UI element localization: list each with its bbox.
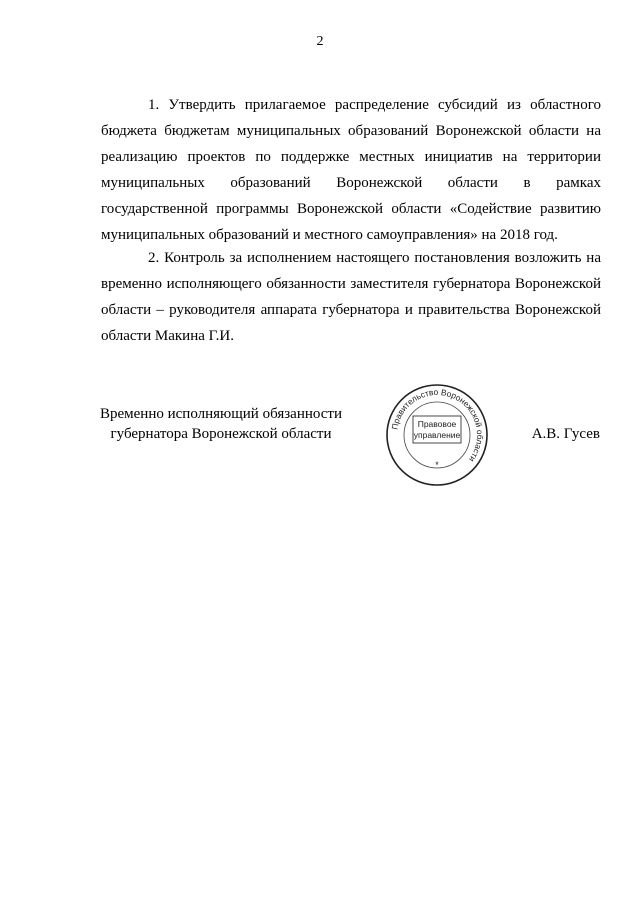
- paragraph-2: 2. Контроль за исполнением настоящего постановления возложить на временно исполняющего обязанности заместителя губернатора Воронежской области – руководителя аппарата губернатора и правительства Воронежской области Макина Г.И.: [101, 250, 601, 344]
- signatory-title-line-2: губернатора Воронежской области: [110, 426, 332, 442]
- stamp-star: *: [435, 460, 439, 470]
- stamp-center-line-2: управление: [413, 430, 461, 440]
- signatory-title: [96, 404, 346, 444]
- official-stamp: [385, 383, 489, 487]
- stamp-center-line-1: Правовое: [417, 419, 457, 429]
- signatory-title-line-1: Временно исполняющий обязанности: [99, 406, 342, 422]
- signatory-name: А.В. Гусев: [531, 426, 600, 442]
- paragraph-1: 1. Утвердить прилагаемое распределение субсидий из областного бюджета бюджетам муниципальных образований Воронежской области на реализацию проектов по поддержке местных инициатив на территории муниципальных образований Воронежской области в рамках государственной программы Воронежской области «Содействие развитию муниципальных образований и местного самоуправления» на 2018 год.: [101, 97, 601, 243]
- stamp-seal-graphic: [385, 383, 489, 487]
- page-number: 2: [316, 34, 324, 49]
- stamp-ring-text: Правительство Воронежской области: [389, 386, 486, 465]
